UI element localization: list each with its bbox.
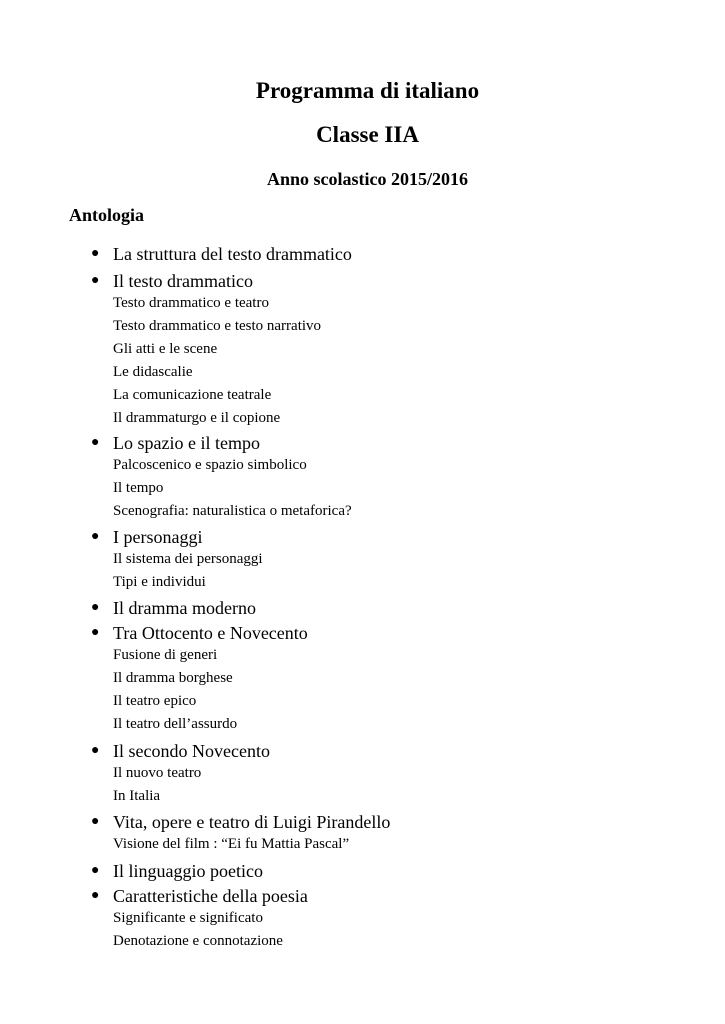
subtopic-item: Palcoscenico e spazio simbolico <box>113 457 307 473</box>
subtopic-item: Il nuovo teatro <box>113 765 202 781</box>
subtopic-item: Le didascalie <box>113 364 193 380</box>
topic-label: Vita, opere e teatro di Luigi Pirandello <box>113 812 391 832</box>
subtopic-item: Visione del film : “Ei fu Mattia Pascal” <box>113 836 350 852</box>
bullet-icon: ● <box>91 435 100 450</box>
bullet-icon: ● <box>91 863 100 878</box>
topic-label: Lo spazio e il tempo <box>113 433 260 453</box>
bullet-icon: ● <box>91 273 100 288</box>
topic-item <box>91 243 352 265</box>
topic-item <box>91 811 391 856</box>
subtopic-item: Denotazione e connotazione <box>113 933 283 949</box>
topic-label: I personaggi <box>113 527 203 547</box>
topic-label: Caratteristiche della poesia <box>113 886 308 906</box>
topic-item <box>91 740 270 808</box>
topic-item <box>91 432 352 523</box>
bullet-icon: ● <box>91 743 100 758</box>
topic-label: Il linguaggio poetico <box>113 861 263 881</box>
section-heading: Antologia <box>69 205 145 225</box>
subtopic-list <box>113 292 321 430</box>
document-title: Programma di italiano <box>255 78 480 103</box>
subtopic-item: Fusione di generi <box>113 647 218 663</box>
topic-item <box>91 885 308 953</box>
subtopic-item: Testo drammatico e testo narrativo <box>113 318 322 334</box>
subtopic-list <box>113 907 308 953</box>
subtopic-item: Il teatro dell’assurdo <box>113 716 238 732</box>
topic-item <box>91 622 308 736</box>
subtopic-item: Il drammaturgo e il copione <box>113 410 281 426</box>
class-name: Classe IIA <box>316 122 419 147</box>
subtopic-item: Gli atti e le scene <box>113 341 218 357</box>
subtopic-list <box>113 548 263 594</box>
subtopic-item: Il dramma borghese <box>113 670 233 686</box>
subtopic-list <box>113 762 270 808</box>
subtopic-item: Il tempo <box>113 480 164 496</box>
bullet-icon: ● <box>91 625 100 640</box>
topic-label: Tra Ottocento e Novecento <box>113 623 308 643</box>
subtopic-item: In Italia <box>113 788 161 804</box>
subtopic-item: Tipi e individui <box>113 574 206 590</box>
topic-item <box>91 597 256 619</box>
bullet-icon: ● <box>91 246 100 261</box>
subtopic-item: La comunicazione teatrale <box>113 387 272 403</box>
subtopic-item: Il sistema dei personaggi <box>113 551 263 567</box>
bullet-icon: ● <box>91 888 100 903</box>
topic-label: Il testo drammatico <box>113 271 253 291</box>
school-year: Anno scolastico 2015/2016 <box>266 169 468 189</box>
subtopic-list <box>113 833 390 856</box>
subtopic-list <box>113 454 352 523</box>
topic-item <box>91 526 263 594</box>
subtopic-list <box>113 644 308 736</box>
bullet-icon: ● <box>91 600 100 615</box>
bullet-icon: ● <box>91 814 100 829</box>
topic-item <box>91 270 322 430</box>
subtopic-item: Testo drammatico e teatro <box>113 295 269 311</box>
topic-label: La struttura del testo drammatico <box>113 244 352 264</box>
subtopic-item: Il teatro epico <box>113 693 197 709</box>
topic-item <box>91 860 263 882</box>
bullet-icon: ● <box>91 529 100 544</box>
subtopic-item: Significante e significato <box>113 910 263 926</box>
subtopic-item: Scenografia: naturalistica o metaforica? <box>113 503 352 519</box>
topic-label: Il dramma moderno <box>113 598 256 618</box>
topic-label: Il secondo Novecento <box>113 741 270 761</box>
